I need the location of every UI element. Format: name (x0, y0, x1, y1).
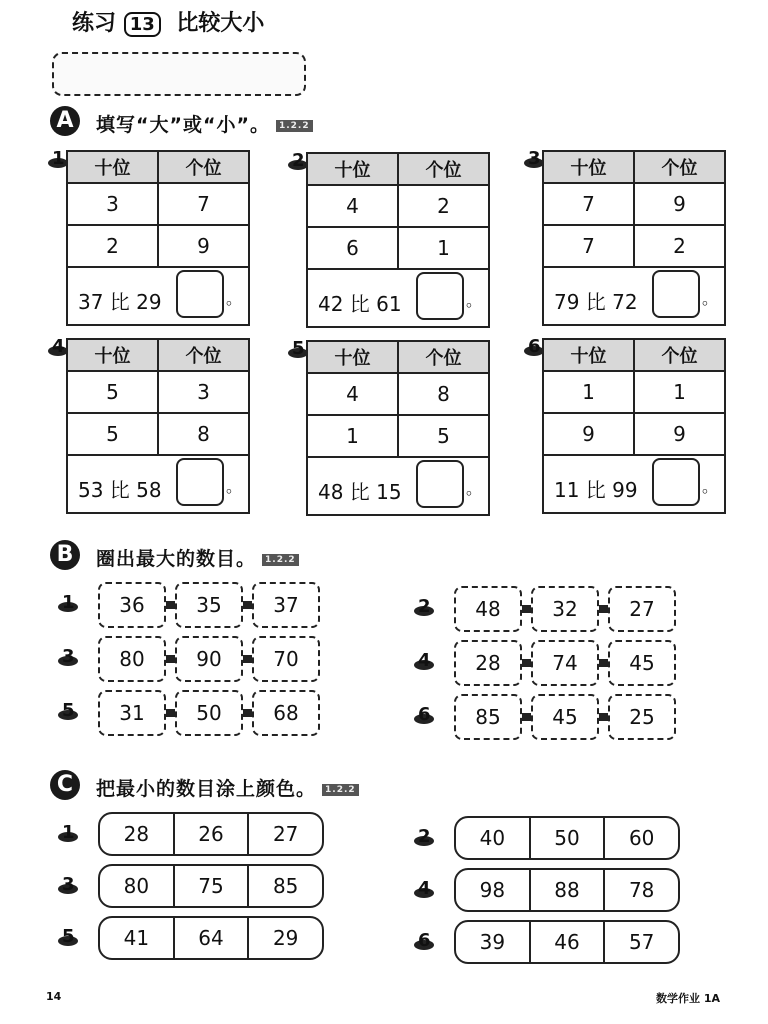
header-cell: 个位 (157, 340, 248, 370)
number-cell[interactable]: 40 (479, 826, 506, 850)
section-c-instruction (96, 774, 359, 801)
number-strip (98, 916, 324, 960)
title-number: 13 (124, 12, 161, 37)
number-cell[interactable]: 46 (529, 922, 604, 962)
section-a-instruction (96, 110, 313, 137)
answer-box[interactable] (176, 270, 224, 318)
number-option[interactable]: 28 (454, 640, 522, 686)
chain-link (522, 713, 531, 721)
chain-link (166, 709, 175, 717)
question-number: 4 (418, 878, 431, 899)
book-title: 数学作业 1A (656, 992, 720, 1005)
compare-text: 37 比 29 (78, 290, 162, 314)
digit-row (308, 186, 488, 228)
section-a-text: 填写“大”或“小”。 (96, 114, 270, 136)
number-cell[interactable]: 41 (123, 926, 150, 950)
number-cell[interactable]: 26 (173, 814, 248, 854)
title-prefix: 练习 (72, 11, 117, 36)
number-cell[interactable]: 39 (479, 930, 506, 954)
header-cell: 个位 (397, 154, 488, 184)
digit-row (308, 228, 488, 270)
digit-cell: 8 (397, 374, 488, 414)
digit-cell: 1 (582, 380, 595, 404)
number-cell[interactable]: 64 (173, 918, 248, 958)
digit-cell: 9 (582, 422, 595, 446)
digit-cell: 2 (397, 186, 488, 226)
page-number: 14 (46, 990, 62, 1003)
chain-link (599, 605, 608, 613)
question-number: 5 (62, 926, 75, 947)
compare-text: 48 比 15 (318, 480, 402, 504)
compare-text: 42 比 61 (318, 292, 402, 316)
digit-row (68, 372, 248, 414)
digit-row (68, 226, 248, 268)
number-option[interactable]: 90 (175, 636, 243, 682)
number-option[interactable]: 35 (175, 582, 243, 628)
header-cell: 十位 (308, 342, 397, 372)
answer-box[interactable] (416, 272, 464, 320)
number-chain (454, 586, 676, 632)
digit-cell: 8 (157, 414, 248, 454)
digit-cell: 1 (346, 424, 359, 448)
question-number: 3 (528, 148, 541, 169)
number-option[interactable]: 80 (98, 636, 166, 682)
digit-row (308, 374, 488, 416)
chain-link (243, 655, 252, 663)
period-mark: 。 (226, 477, 243, 496)
number-option[interactable]: 50 (175, 690, 243, 736)
number-option[interactable]: 70 (252, 636, 320, 682)
section-b-badge: B (50, 540, 80, 570)
chain-link (522, 605, 531, 613)
question-number: 1 (62, 592, 75, 613)
compare-text: 11 比 99 (554, 478, 638, 502)
question-number: 2 (418, 596, 431, 617)
table-header-row (68, 152, 248, 184)
number-option[interactable]: 27 (608, 586, 676, 632)
question-number: 4 (418, 650, 431, 671)
header-cell: 个位 (157, 152, 248, 182)
period-mark: 。 (466, 291, 483, 310)
digit-cell: 9 (633, 184, 724, 224)
question-number: 1 (62, 822, 75, 843)
chain-link (166, 601, 175, 609)
digit-cell: 2 (633, 226, 724, 266)
question-number: 6 (418, 930, 431, 951)
chain-link (166, 655, 175, 663)
question-number: 6 (528, 336, 541, 357)
number-strip (454, 816, 680, 860)
number-strip (98, 864, 324, 908)
section-c-text: 把最小的数目涂上颜色。 (96, 778, 317, 800)
number-option[interactable]: 32 (531, 586, 599, 632)
digit-cell: 9 (157, 226, 248, 266)
header-cell: 个位 (633, 340, 724, 370)
digit-cell: 5 (106, 422, 119, 446)
answer-box[interactable] (652, 458, 700, 506)
table-header-row (544, 152, 724, 184)
number-cell[interactable]: 75 (173, 866, 248, 906)
number-strip (98, 812, 324, 856)
table-header-row (544, 340, 724, 372)
header-cell: 十位 (68, 152, 157, 182)
section-b-text: 圈出最大的数目。 (96, 548, 257, 570)
number-cell[interactable]: 85 (247, 866, 322, 906)
digit-row (544, 414, 724, 456)
number-cell[interactable]: 98 (479, 878, 506, 902)
digit-row (544, 184, 724, 226)
chain-link (599, 713, 608, 721)
section-a-ref: 1.2.2 (276, 120, 313, 132)
number-cell[interactable]: 88 (529, 870, 604, 910)
number-option[interactable]: 31 (98, 690, 166, 736)
number-option[interactable]: 74 (531, 640, 599, 686)
digit-cell: 7 (157, 184, 248, 224)
number-option[interactable]: 37 (252, 582, 320, 628)
digit-row (68, 184, 248, 226)
table-header-row (308, 154, 488, 186)
digit-row (68, 414, 248, 456)
number-option[interactable]: 48 (454, 586, 522, 632)
answer-box[interactable] (416, 460, 464, 508)
section-a-badge: A (50, 106, 80, 136)
question-number: 2 (418, 826, 431, 847)
digit-cell: 2 (106, 234, 119, 258)
number-chain (98, 582, 320, 628)
number-chain (98, 636, 320, 682)
question-number: 1 (52, 148, 65, 169)
digit-cell: 3 (106, 192, 119, 216)
digit-cell: 3 (157, 372, 248, 412)
question-number: 5 (292, 338, 305, 359)
section-c-badge: C (50, 770, 80, 800)
chain-link (243, 601, 252, 609)
number-option[interactable]: 45 (608, 640, 676, 686)
number-option[interactable]: 25 (608, 694, 676, 740)
section-b-instruction (96, 544, 299, 571)
digit-cell: 6 (346, 236, 359, 260)
chain-link (243, 709, 252, 717)
page-title (72, 6, 264, 37)
digit-cell: 1 (633, 372, 724, 412)
period-mark: 。 (702, 477, 719, 496)
number-cell[interactable]: 27 (247, 814, 322, 854)
table-header-row (68, 340, 248, 372)
question-number: 5 (62, 700, 75, 721)
number-cell[interactable]: 57 (603, 922, 678, 962)
chain-link (522, 659, 531, 667)
digit-cell: 1 (397, 228, 488, 268)
digit-cell: 4 (346, 194, 359, 218)
header-cell: 个位 (397, 342, 488, 372)
number-option[interactable]: 45 (531, 694, 599, 740)
number-cell[interactable]: 28 (123, 822, 150, 846)
number-cell[interactable]: 78 (603, 870, 678, 910)
section-c-ref: 1.2.2 (322, 784, 359, 796)
period-mark: 。 (466, 479, 483, 498)
header-cell: 个位 (633, 152, 724, 182)
digit-row (308, 416, 488, 458)
number-strip (454, 920, 680, 964)
table-header-row (308, 342, 488, 374)
digit-cell: 7 (582, 192, 595, 216)
question-number: 6 (418, 704, 431, 725)
question-number: 2 (292, 150, 305, 171)
title-banner (52, 52, 306, 96)
section-b-ref: 1.2.2 (262, 554, 299, 566)
header-cell: 十位 (544, 152, 633, 182)
period-mark: 。 (702, 289, 719, 308)
number-option[interactable]: 68 (252, 690, 320, 736)
number-option[interactable]: 36 (98, 582, 166, 628)
number-chain (454, 640, 676, 686)
number-chain (98, 690, 320, 736)
answer-box[interactable] (176, 458, 224, 506)
digit-cell: 5 (106, 380, 119, 404)
number-cell[interactable]: 50 (529, 818, 604, 858)
digit-row (544, 226, 724, 268)
number-option[interactable]: 85 (454, 694, 522, 740)
digit-cell: 9 (633, 414, 724, 454)
number-chain (454, 694, 676, 740)
header-cell: 十位 (68, 340, 157, 370)
number-cell[interactable]: 29 (247, 918, 322, 958)
question-number: 4 (52, 336, 65, 357)
compare-text: 79 比 72 (554, 290, 638, 314)
digit-cell: 5 (397, 416, 488, 456)
digit-row (544, 372, 724, 414)
title-topic: 比较大小 (176, 11, 265, 36)
answer-box[interactable] (652, 270, 700, 318)
question-number: 3 (62, 646, 75, 667)
header-cell: 十位 (544, 340, 633, 370)
number-strip (454, 868, 680, 912)
digit-cell: 4 (346, 382, 359, 406)
chain-link (599, 659, 608, 667)
question-number: 3 (62, 874, 75, 895)
digit-cell: 7 (582, 234, 595, 258)
period-mark: 。 (226, 289, 243, 308)
number-cell[interactable]: 60 (603, 818, 678, 858)
compare-text: 53 比 58 (78, 478, 162, 502)
number-cell[interactable]: 80 (123, 874, 150, 898)
header-cell: 十位 (308, 154, 397, 184)
